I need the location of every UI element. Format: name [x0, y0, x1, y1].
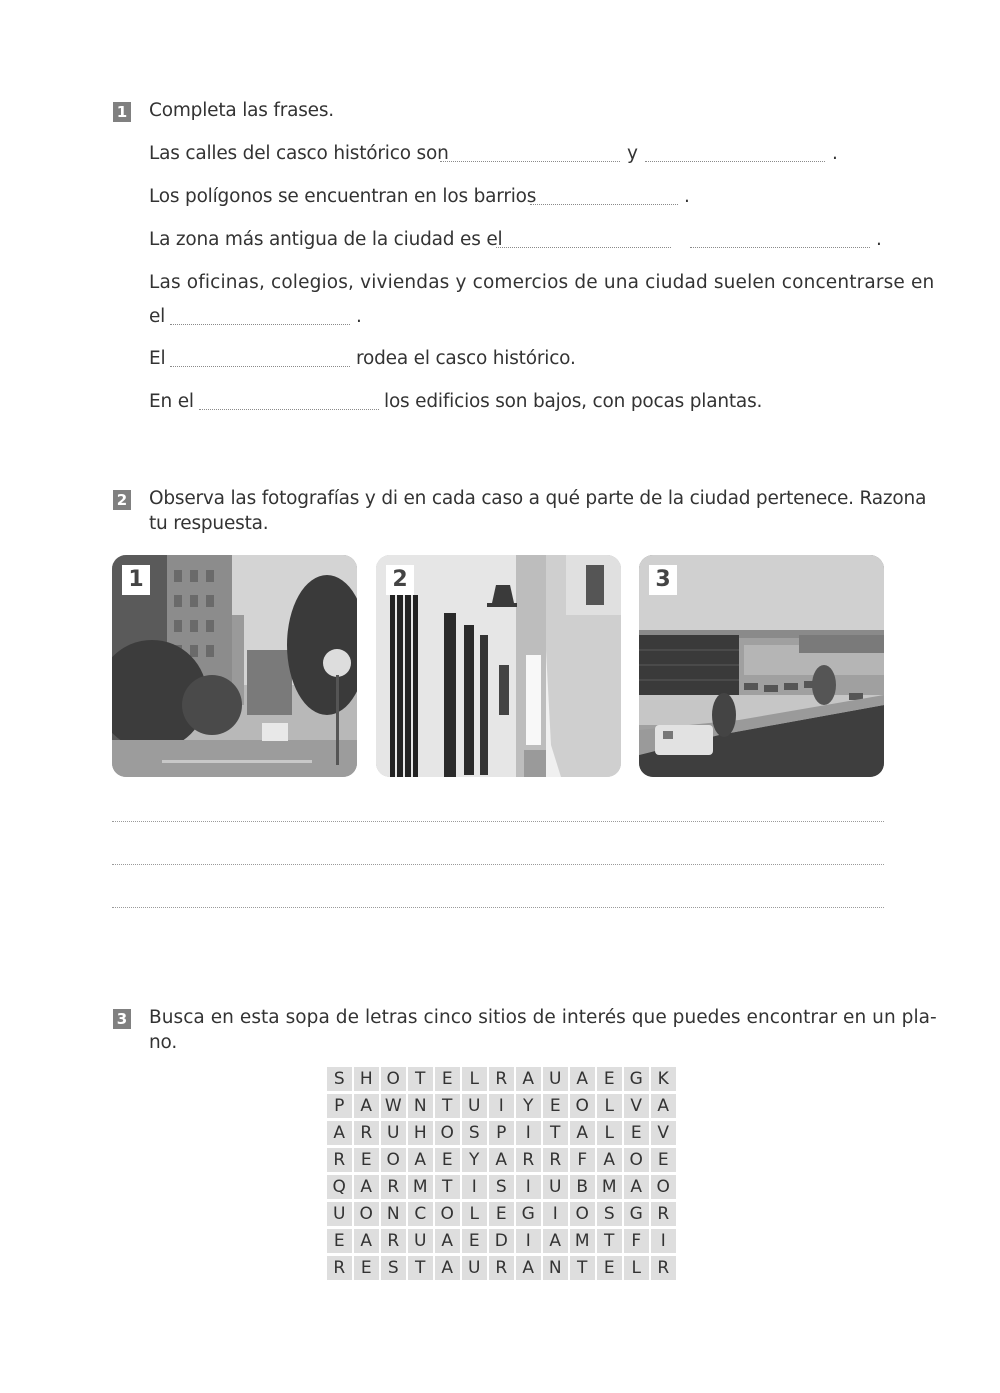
word-search-cell[interactable]: W: [381, 1094, 406, 1118]
word-search-cell[interactable]: R: [381, 1229, 406, 1253]
sentence-3-text: La zona más antigua de la ciudad es el: [149, 229, 503, 250]
word-search-cell[interactable]: M: [408, 1175, 433, 1199]
sentence-5-start: El: [149, 348, 166, 369]
photo-3-industrial-area: [639, 555, 884, 777]
word-search-cell[interactable]: E: [435, 1148, 460, 1172]
word-search-cell[interactable]: R: [327, 1148, 352, 1172]
word-search-cell[interactable]: R: [651, 1202, 676, 1226]
word-search-cell[interactable]: I: [516, 1121, 541, 1145]
word-search-cell[interactable]: U: [327, 1202, 352, 1226]
word-search-cell[interactable]: O: [651, 1175, 676, 1199]
word-search-cell[interactable]: A: [651, 1094, 676, 1118]
blank-6[interactable]: [199, 409, 379, 410]
exercise-3-number: 3: [113, 1009, 131, 1029]
sentence-4-end: .: [356, 306, 362, 327]
answer-line-1[interactable]: [112, 821, 884, 822]
exercise-1-title: Completa las frases.: [149, 100, 334, 121]
word-search-cell[interactable]: O: [435, 1121, 460, 1145]
word-search-cell[interactable]: S: [597, 1202, 622, 1226]
word-search-cell[interactable]: I: [516, 1229, 541, 1253]
blank-3a[interactable]: [496, 247, 671, 248]
word-search-cell[interactable]: F: [624, 1229, 649, 1253]
word-search-cell[interactable]: C: [408, 1202, 433, 1226]
word-search-cell[interactable]: I: [489, 1094, 514, 1118]
word-search-cell[interactable]: I: [651, 1229, 676, 1253]
word-search-cell[interactable]: A: [354, 1229, 379, 1253]
word-search-cell[interactable]: A: [435, 1229, 460, 1253]
word-search-cell[interactable]: A: [327, 1121, 352, 1145]
answer-line-3[interactable]: [112, 907, 884, 908]
sentence-2-end: .: [684, 186, 690, 207]
word-search-cell[interactable]: A: [408, 1148, 433, 1172]
word-search-cell[interactable]: A: [435, 1256, 460, 1280]
sentence-6-text: los edificios son bajos, con pocas plantas.: [384, 391, 763, 412]
word-search-cell[interactable]: D: [489, 1229, 514, 1253]
photo-1-label: 1: [122, 565, 150, 595]
word-search-row: [327, 1148, 676, 1172]
word-search-cell[interactable]: A: [516, 1256, 541, 1280]
word-search-cell[interactable]: A: [597, 1148, 622, 1172]
sentence-1-connector: y: [627, 143, 638, 164]
photo-2-label: 2: [386, 565, 414, 595]
word-search-cell[interactable]: R: [381, 1175, 406, 1199]
word-search-cell[interactable]: T: [408, 1067, 433, 1091]
word-search-cell[interactable]: U: [543, 1175, 568, 1199]
answer-line-2[interactable]: [112, 864, 884, 865]
word-search-cell[interactable]: B: [570, 1175, 595, 1199]
word-search-cell[interactable]: E: [327, 1229, 352, 1253]
word-search-cell[interactable]: A: [570, 1121, 595, 1145]
word-search-cell[interactable]: L: [624, 1256, 649, 1280]
photo-1-city-street: [112, 555, 357, 777]
word-search-row: [327, 1067, 676, 1091]
word-search-cell[interactable]: S: [381, 1256, 406, 1280]
exercise-2-number: 2: [113, 490, 131, 510]
exercise-2-instruction-line2: tu respuesta.: [149, 513, 269, 534]
word-search-cell[interactable]: T: [570, 1256, 595, 1280]
word-search-cell[interactable]: G: [516, 1202, 541, 1226]
word-search-cell[interactable]: L: [462, 1202, 487, 1226]
word-search-cell[interactable]: U: [408, 1229, 433, 1253]
word-search-cell[interactable]: A: [516, 1067, 541, 1091]
word-search-cell[interactable]: R: [354, 1121, 379, 1145]
exercise-3-instruction-line2: no.: [149, 1032, 177, 1053]
word-search-row: [327, 1121, 676, 1145]
word-search-cell[interactable]: S: [462, 1121, 487, 1145]
word-search-cell[interactable]: O: [381, 1067, 406, 1091]
word-search-cell[interactable]: P: [327, 1094, 352, 1118]
word-search-cell[interactable]: T: [435, 1175, 460, 1199]
blank-4[interactable]: [170, 324, 350, 325]
word-search-cell[interactable]: U: [381, 1121, 406, 1145]
word-search-cell[interactable]: R: [516, 1148, 541, 1172]
blank-5[interactable]: [170, 366, 350, 367]
word-search-cell[interactable]: R: [327, 1256, 352, 1280]
word-search-cell[interactable]: O: [570, 1202, 595, 1226]
word-search-cell[interactable]: E: [462, 1229, 487, 1253]
blank-2[interactable]: [530, 204, 678, 205]
word-search-cell[interactable]: R: [543, 1148, 568, 1172]
exercise-2-instruction-line1: Observa las fotografías y di en cada caso a qué parte de la ciudad pertenece. Razona: [149, 488, 927, 509]
sentence-4-text: Las oficinas, colegios, viviendas y comercios de una ciudad suelen concentrarse en: [149, 272, 935, 293]
word-search-cell[interactable]: T: [597, 1229, 622, 1253]
word-search-cell[interactable]: F: [570, 1148, 595, 1172]
word-search-cell[interactable]: A: [624, 1175, 649, 1199]
word-search-cell[interactable]: S: [489, 1175, 514, 1199]
word-search-cell[interactable]: E: [354, 1148, 379, 1172]
blank-1b[interactable]: [645, 161, 825, 162]
word-search-cell[interactable]: O: [354, 1202, 379, 1226]
word-search-cell[interactable]: G: [624, 1202, 649, 1226]
word-search-cell[interactable]: M: [597, 1175, 622, 1199]
photo-3-label: 3: [649, 565, 677, 595]
word-search-row: [327, 1256, 676, 1280]
word-search-cell[interactable]: A: [354, 1094, 379, 1118]
word-search-cell[interactable]: G: [624, 1067, 649, 1091]
word-search-cell[interactable]: E: [354, 1256, 379, 1280]
word-search-cell[interactable]: L: [462, 1067, 487, 1091]
word-search-cell[interactable]: E: [597, 1256, 622, 1280]
word-search-cell[interactable]: O: [435, 1202, 460, 1226]
sentence-6-start: En el: [149, 391, 194, 412]
word-search-cell[interactable]: R: [489, 1256, 514, 1280]
word-search-cell[interactable]: L: [597, 1094, 622, 1118]
word-search-cell[interactable]: A: [489, 1148, 514, 1172]
blank-1a[interactable]: [440, 161, 620, 162]
word-search-cell[interactable]: P: [489, 1121, 514, 1145]
photo-2-narrow-alley: [376, 555, 621, 777]
word-search-cell[interactable]: M: [570, 1229, 595, 1253]
sentence-5-text: rodea el casco histórico.: [356, 348, 576, 369]
word-search-cell[interactable]: E: [597, 1067, 622, 1091]
word-search-cell[interactable]: A: [354, 1175, 379, 1199]
sentence-3-end: .: [876, 229, 882, 250]
sentence-1-text: Las calles del casco histórico son: [149, 143, 449, 164]
word-search-cell[interactable]: N: [408, 1094, 433, 1118]
word-search-cell[interactable]: T: [435, 1094, 460, 1118]
word-search-cell[interactable]: T: [408, 1256, 433, 1280]
word-search-cell[interactable]: R: [489, 1067, 514, 1091]
word-search-cell[interactable]: H: [408, 1121, 433, 1145]
word-search-cell[interactable]: V: [624, 1094, 649, 1118]
word-search-cell[interactable]: E: [651, 1148, 676, 1172]
word-search-cell[interactable]: H: [354, 1067, 379, 1091]
word-search-cell[interactable]: A: [543, 1229, 568, 1253]
word-search-cell[interactable]: E: [489, 1202, 514, 1226]
word-search-cell[interactable]: E: [435, 1067, 460, 1091]
word-search-cell[interactable]: E: [543, 1094, 568, 1118]
word-search-cell[interactable]: N: [381, 1202, 406, 1226]
word-search-row: [327, 1229, 676, 1253]
exercise-1-number: 1: [113, 102, 131, 122]
word-search-cell[interactable]: Y: [516, 1094, 541, 1118]
word-search-cell[interactable]: I: [543, 1202, 568, 1226]
sentence-4-start: el: [149, 306, 166, 327]
word-search-cell[interactable]: I: [516, 1175, 541, 1199]
word-search-cell[interactable]: U: [462, 1256, 487, 1280]
word-search-cell[interactable]: R: [651, 1256, 676, 1280]
word-search-cell[interactable]: I: [462, 1175, 487, 1199]
sentence-1-end: .: [832, 143, 838, 164]
word-search-cell[interactable]: O: [381, 1148, 406, 1172]
exercise-3-instruction-line1: Busca en esta sopa de letras cinco sitios de interés que puedes encontrar en un pla-: [149, 1007, 937, 1028]
word-search-cell[interactable]: S: [327, 1067, 352, 1091]
word-search-cell[interactable]: U: [543, 1067, 568, 1091]
word-search-cell[interactable]: T: [543, 1121, 568, 1145]
blank-3b[interactable]: [690, 247, 870, 248]
word-search-cell[interactable]: Q: [327, 1175, 352, 1199]
word-search-cell[interactable]: V: [651, 1121, 676, 1145]
word-search-cell[interactable]: K: [651, 1067, 676, 1091]
word-search-cell[interactable]: O: [570, 1094, 595, 1118]
word-search-row: [327, 1202, 676, 1226]
sentence-2-text: Los polígonos se encuentran en los barrios: [149, 186, 537, 207]
word-search-cell[interactable]: L: [597, 1121, 622, 1145]
word-search-cell[interactable]: Y: [462, 1148, 487, 1172]
word-search-cell[interactable]: N: [543, 1256, 568, 1280]
word-search-grid: [327, 1067, 676, 1283]
word-search-cell[interactable]: E: [624, 1121, 649, 1145]
word-search-cell[interactable]: U: [462, 1094, 487, 1118]
word-search-cell[interactable]: O: [624, 1148, 649, 1172]
word-search-cell[interactable]: A: [570, 1067, 595, 1091]
word-search-row: [327, 1094, 676, 1118]
word-search-row: [327, 1175, 676, 1199]
